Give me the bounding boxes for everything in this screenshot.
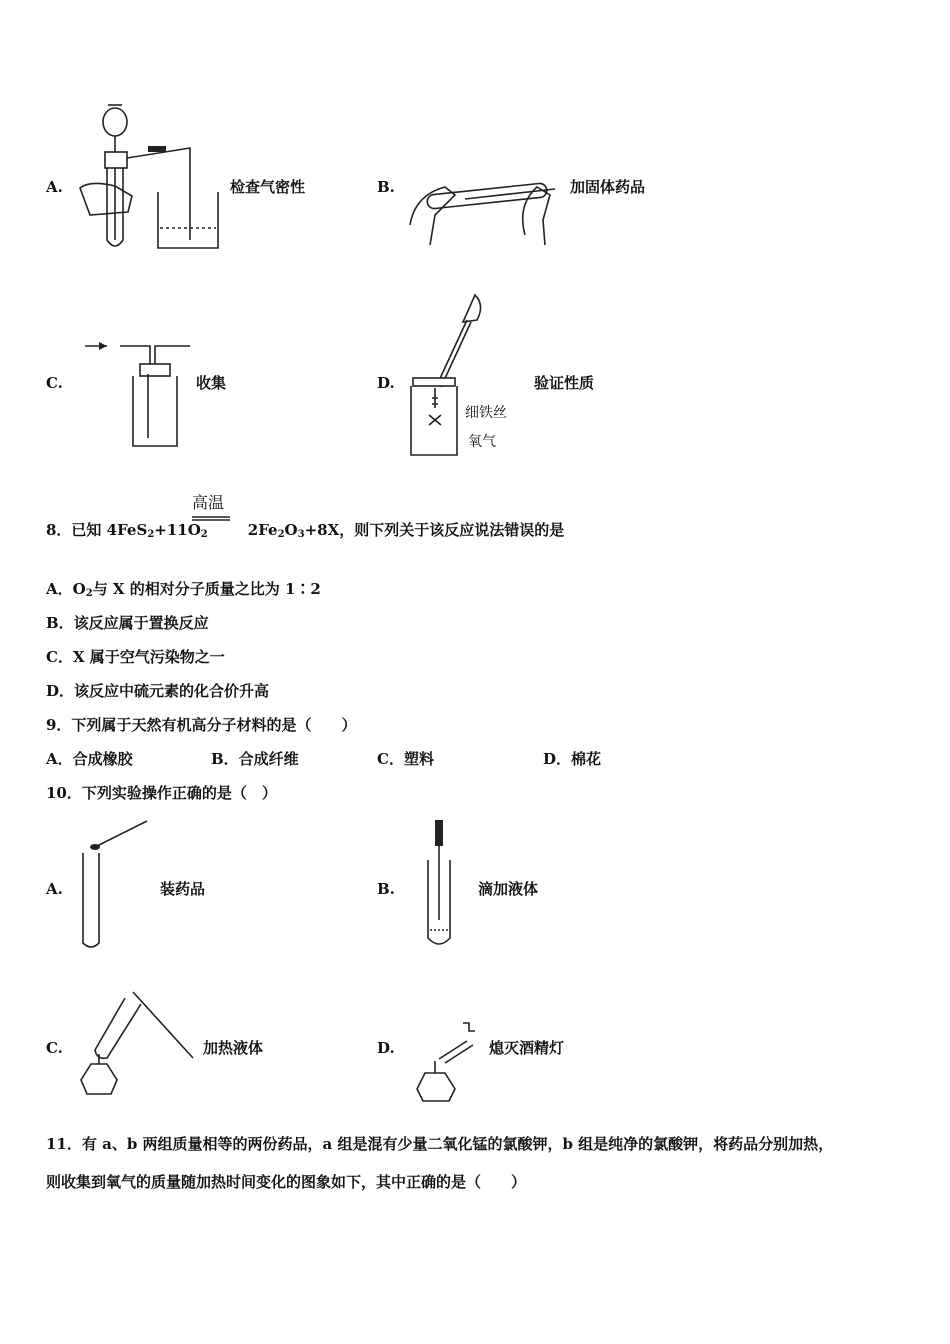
iron-wire-label: 细铁丝 — [465, 405, 507, 421]
heating-liquid-figure — [75, 980, 205, 1100]
q8-option-c: C．X 属于空气污染物之一 — [46, 648, 225, 666]
q9-option-b: B．合成纤维 — [211, 750, 299, 768]
q10-option-b-label: 滴加液体 — [478, 880, 539, 898]
q7-option-d-label: 验证性质 — [534, 374, 595, 392]
q9-option-c: C．塑料 — [377, 750, 434, 768]
airtightness-apparatus-figure — [70, 100, 230, 260]
extinguish-lamp-figure — [415, 1015, 495, 1105]
q8-option-a: A．$O_2$与 X 的相对分子质量之比为 1∶2 — [46, 580, 321, 599]
q7-option-a-letter: A. — [46, 178, 63, 196]
q10-option-b-letter: B. — [377, 880, 395, 898]
q10-option-c-label: 加热液体 — [203, 1039, 264, 1057]
oxygen-label: 氧气 — [468, 434, 496, 450]
q7-option-b-letter: B. — [377, 178, 395, 196]
reaction-condition-label: 高温 — [192, 493, 225, 512]
q10-option-d-letter: D. — [377, 1039, 395, 1057]
q8-option-d: D．该反应中硫元素的化合价升高 — [46, 682, 270, 700]
q10-option-c-letter: C. — [46, 1039, 63, 1057]
load-reagent-figure — [75, 815, 165, 950]
q7-option-b-label: 加固体药品 — [570, 178, 646, 196]
q10-stem: 10．下列实验操作正确的是（ ） — [46, 784, 277, 802]
q8-option-b: B．该反应属于置换反应 — [46, 614, 209, 632]
solid-reagent-figure — [405, 175, 565, 255]
q10-option-a-letter: A. — [46, 880, 63, 898]
q7-option-c-label: 收集 — [196, 374, 227, 392]
q8-stem: 8．已知 $4FeS_2+11O_2$ $2Fe_2O_3+8X$，则下列关于该反应说法错误的是 — [46, 521, 565, 540]
q7-option-d-letter: D. — [377, 374, 395, 392]
q10-option-d-label: 熄灭酒精灯 — [489, 1039, 565, 1057]
q9-option-d: D．棉花 — [543, 750, 602, 768]
q9-stem: 9．下列属于天然有机高分子材料的是（ ） — [46, 716, 357, 734]
reaction-arrow — [192, 516, 232, 522]
q11-stem-line1: 11．有 a、b 两组质量相等的两份药品，a 组是混有少量二氧化锰的氯酸钾，b 组是纯净的氯酸钾，将药品分别加热， — [46, 1135, 834, 1153]
dropper-figure — [420, 820, 460, 950]
q9-option-a: A．合成橡胶 — [46, 750, 133, 768]
gas-collection-bottle-figure — [85, 338, 205, 453]
q7-option-a-label: 检查气密性 — [230, 178, 306, 196]
q7-option-c-letter: C. — [46, 374, 63, 392]
q10-option-a-label: 装药品 — [160, 880, 206, 898]
q11-stem-line2: 则收集到氧气的质量随加热时间变化的图象如下，其中正确的是（ ） — [46, 1173, 527, 1191]
